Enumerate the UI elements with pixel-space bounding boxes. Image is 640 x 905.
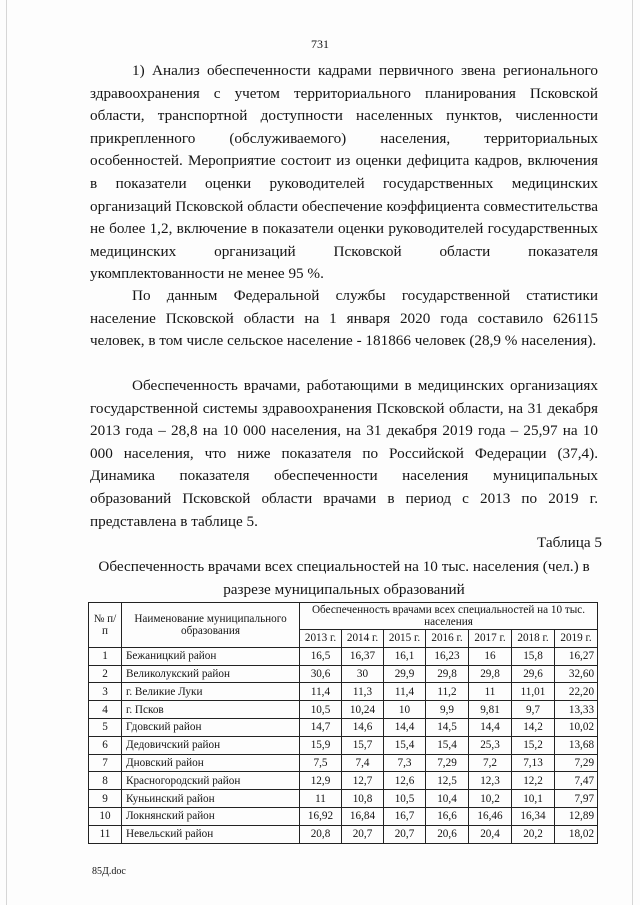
value-cell: 29,9 (384, 665, 426, 683)
value-cell: 30,6 (300, 665, 342, 683)
municipality-name: Невельский район (122, 825, 300, 843)
table-row (89, 718, 598, 736)
value-cell: 14,2 (512, 718, 555, 736)
municipality-name: Локнянский район (122, 807, 300, 825)
value-cell: 22,20 (555, 683, 598, 701)
table-row (89, 736, 598, 754)
value-cell: 12,3 (469, 772, 512, 790)
value-cell: 13,68 (555, 736, 598, 754)
paragraph-2 (90, 285, 598, 353)
value-cell: 16,46 (469, 807, 512, 825)
value-cell: 20,4 (469, 825, 512, 843)
value-cell: 9,7 (512, 701, 555, 719)
year-header: 2013 г. (300, 630, 342, 648)
municipality-name: Дновский район (122, 754, 300, 772)
value-cell: 15,4 (384, 736, 426, 754)
paragraph-text: По данным Федеральной службы государственной статистики население Псковской области на 1 января 2020 года составило 626115 человек, в том числе сельское население - 181866 человек (28,9 % населения). (90, 287, 598, 350)
value-cell: 10,4 (426, 790, 469, 808)
paragraph-text: 1) Анализ обеспеченности кадрами первичного звена регионального здравоохранения с учетом территориального планирования Псковской области, транспортной доступности населенных пунктов, численности прикрепленного (обслуживаемого) населения, территориальных особенностей. Мероприятие состоит из оценки дефицита кадров, включения в показатели оценки руководителей государственных медицинских организаций Псковской области обеспечение коэффициента совместительства не более 1,2, включение в показатели оценки руководителей государственных медицинских организаций Псковской области показателя укомплектованности не менее 95 %. (90, 62, 598, 283)
table-label: Таблица 5 (537, 534, 602, 551)
value-cell: 11,4 (300, 683, 342, 701)
header-group: Обеспеченность врачами всех специальностей на 10 тыс. населения (300, 603, 598, 630)
page-number: 731 (311, 37, 329, 51)
value-cell: 7,97 (555, 790, 598, 808)
value-cell: 7,5 (300, 754, 342, 772)
row-number: 11 (89, 825, 122, 843)
value-cell: 15,9 (300, 736, 342, 754)
value-cell: 29,8 (469, 665, 512, 683)
table-row (89, 647, 598, 665)
value-cell: 12,9 (300, 772, 342, 790)
value-cell: 16,92 (300, 807, 342, 825)
value-cell: 12,6 (384, 772, 426, 790)
value-cell: 7,47 (555, 772, 598, 790)
municipality-name: Дедовичский район (122, 736, 300, 754)
row-number: 8 (89, 772, 122, 790)
paragraph-text: Обеспеченность врачами, работающими в медицинских организациях государственной системы здравоохранения Псковской области, на 31 декабря 2013 года – 28,8 на 10 000 населения, на 31 декабря 2019 года – 25,97 на 10 000 населения, что ниже показателя по Российской Федерации (37,4). Динамика показателя обеспеченности населения муниципальных образований Псковской области врачами в период с 2013 по 2019 г. представлена в таблице 5. (90, 377, 598, 530)
year-header: 2017 г. (469, 630, 512, 648)
row-number: 7 (89, 754, 122, 772)
value-cell: 20,6 (426, 825, 469, 843)
value-cell: 14,4 (384, 718, 426, 736)
value-cell: 11,01 (512, 683, 555, 701)
value-cell: 12,2 (512, 772, 555, 790)
paragraph-3 (90, 375, 598, 533)
row-number: 3 (89, 683, 122, 701)
value-cell: 11,2 (426, 683, 469, 701)
value-cell: 16,27 (555, 647, 598, 665)
file-name: 85Д.doc (92, 866, 126, 877)
table-row (89, 754, 598, 772)
year-header: 2018 г. (512, 630, 555, 648)
value-cell: 18,02 (555, 825, 598, 843)
header-name: Наименование муниципального образования (122, 603, 300, 648)
row-number: 6 (89, 736, 122, 754)
value-cell: 32,60 (555, 665, 598, 683)
value-cell: 20,7 (384, 825, 426, 843)
value-cell: 11 (300, 790, 342, 808)
table-row (89, 790, 598, 808)
row-number: 1 (89, 647, 122, 665)
value-cell: 10,2 (469, 790, 512, 808)
municipality-name: Бежаницкий район (122, 647, 300, 665)
table-row (89, 772, 598, 790)
value-cell: 15,4 (426, 736, 469, 754)
row-number: 4 (89, 701, 122, 719)
year-header: 2019 г. (555, 630, 598, 648)
value-cell: 16 (469, 647, 512, 665)
table-body (89, 647, 598, 843)
value-cell: 11 (469, 683, 512, 701)
municipality-name: Красногородский район (122, 772, 300, 790)
value-cell: 7,29 (555, 754, 598, 772)
value-cell: 15,7 (342, 736, 384, 754)
value-cell: 16,7 (384, 807, 426, 825)
value-cell: 16,6 (426, 807, 469, 825)
municipality-name: г. Великие Луки (122, 683, 300, 701)
value-cell: 7,13 (512, 754, 555, 772)
municipality-name: Великолукский район (122, 665, 300, 683)
value-cell: 10,8 (342, 790, 384, 808)
value-cell: 12,5 (426, 772, 469, 790)
value-cell: 16,1 (384, 647, 426, 665)
value-cell: 7,4 (342, 754, 384, 772)
row-number: 5 (89, 718, 122, 736)
value-cell: 13,33 (555, 701, 598, 719)
value-cell: 7,3 (384, 754, 426, 772)
value-cell: 12,89 (555, 807, 598, 825)
table-title: Обеспеченность врачами всех специальностей на 10 тыс. населения (чел.) в разрезе муниципальных образований (98, 558, 590, 598)
value-cell: 14,7 (300, 718, 342, 736)
paragraph-1 (90, 60, 598, 286)
value-cell: 12,7 (342, 772, 384, 790)
value-cell: 25,3 (469, 736, 512, 754)
value-cell: 10 (384, 701, 426, 719)
scan-edge-right (632, 0, 633, 905)
value-cell: 15,8 (512, 647, 555, 665)
header-number: № п/п (89, 603, 122, 648)
row-number: 2 (89, 665, 122, 683)
year-header: 2016 г. (426, 630, 469, 648)
value-cell: 10,5 (384, 790, 426, 808)
value-cell: 11,3 (342, 683, 384, 701)
row-number: 9 (89, 790, 122, 808)
value-cell: 10,02 (555, 718, 598, 736)
doctors-table (88, 602, 598, 844)
table-row (89, 683, 598, 701)
table-row (89, 825, 598, 843)
value-cell: 20,8 (300, 825, 342, 843)
year-header: 2014 г. (342, 630, 384, 648)
value-cell: 9,81 (469, 701, 512, 719)
municipality-name: Гдовский район (122, 718, 300, 736)
value-cell: 14,5 (426, 718, 469, 736)
table-row (89, 807, 598, 825)
municipality-name: г. Псков (122, 701, 300, 719)
scan-edge-left (6, 0, 7, 905)
row-number: 10 (89, 807, 122, 825)
value-cell: 11,4 (384, 683, 426, 701)
value-cell: 14,6 (342, 718, 384, 736)
value-cell: 10,5 (300, 701, 342, 719)
value-cell: 29,8 (426, 665, 469, 683)
value-cell: 10,24 (342, 701, 384, 719)
municipality-name: Куньинский район (122, 790, 300, 808)
value-cell: 16,23 (426, 647, 469, 665)
value-cell: 9,9 (426, 701, 469, 719)
year-header: 2015 г. (384, 630, 426, 648)
value-cell: 7,29 (426, 754, 469, 772)
value-cell: 16,5 (300, 647, 342, 665)
value-cell: 16,34 (512, 807, 555, 825)
value-cell: 20,2 (512, 825, 555, 843)
table-row (89, 701, 598, 719)
value-cell: 29,6 (512, 665, 555, 683)
value-cell: 10,1 (512, 790, 555, 808)
value-cell: 20,7 (342, 825, 384, 843)
value-cell: 16,37 (342, 647, 384, 665)
value-cell: 14,4 (469, 718, 512, 736)
value-cell: 15,2 (512, 736, 555, 754)
table-row (89, 665, 598, 683)
value-cell: 30 (342, 665, 384, 683)
value-cell: 7,2 (469, 754, 512, 772)
value-cell: 16,84 (342, 807, 384, 825)
